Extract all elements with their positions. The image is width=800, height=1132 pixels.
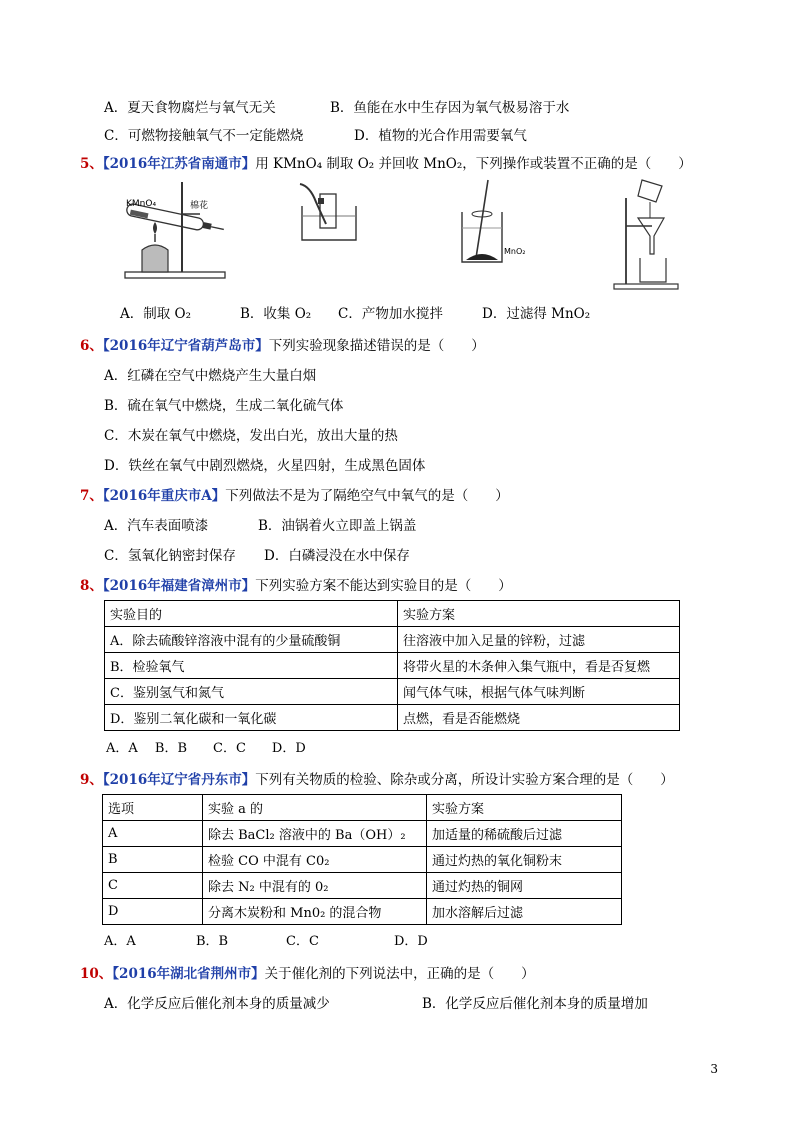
question-number: 6、 [80,338,103,354]
table-row [103,847,622,873]
figure-heating-apparatus [120,178,230,286]
page-number: 3 [710,1062,718,1076]
q7-option-c: C．氢氧化钠密封保存 [104,548,236,564]
question-text: 下列实验现象描述错误的是（ ） [268,338,485,354]
question-text: 下列有关物质的检验、除杂或分离，所设计实验方案合理的是（ ） [255,772,674,788]
q10-option-b: B．化学反应后催化剂本身的质量增加 [422,996,648,1012]
table-header-cell: 选项 [103,795,203,821]
q6-option-a: A．红磷在空气中燃烧产生大量白烟 [104,368,317,384]
table-cell: 分离木炭粉和 Mn0₂ 的混合物 [203,899,427,925]
q9-answer-b: B．B [196,934,229,949]
q8-table [104,600,680,731]
q9-answer-d: D．D [394,934,428,949]
table-row [103,873,622,899]
question-text: 下列实验方案不能达到实验目的是（ ） [255,578,512,594]
figure-gas-collection [296,180,366,246]
table-row [103,899,622,925]
table-cell: B [103,847,203,873]
question-8-stem [80,574,512,594]
table-header-cell: 实验 a 的 [203,795,427,821]
question-text: 关于催化剂的下列说法中，正确的是（ ） [264,966,535,982]
q6-option-b: B．硫在氧气中燃烧，生成二氧化硫气体 [104,398,344,414]
question-source: 【2016年辽宁省丹东市】 [102,772,256,788]
q9-table [102,794,622,925]
q4-option-a: A．夏天食物腐烂与氧气无关 [104,100,276,116]
q5-option-c: C．产物加水搅拌 [338,306,443,322]
question-text: 用 KMnO₄ 制取 O₂ 并回收 MnO₂，下列操作或装置不正确的是（ ） [255,156,692,172]
q9-answer-a: A．A [104,934,136,949]
figure-filtration [612,178,682,294]
table-cell: A [103,821,203,847]
table-cell: 除去 N₂ 中混有的 0₂ [203,873,427,899]
question-number: 10、 [80,966,113,982]
q5-option-a: A．制取 O₂ [120,306,192,322]
table-header-cell: 实验方案 [398,601,680,627]
table-cell: 除去 BaCl₂ 溶液中的 Ba（OH）₂ [203,821,427,847]
question-9-stem [80,768,674,788]
q7-option-d: D．白磷浸没在水中保存 [264,548,410,564]
table-row [103,795,622,821]
q9-answer-c: C．C [286,934,319,949]
question-source: 【2016年湖北省荆州市】 [112,966,265,982]
table-cell: 往溶液中加入足量的锌粉，过滤 [398,627,680,653]
question-10-stem [80,962,535,982]
question-source: 【2016年辽宁省葫芦岛市】 [102,338,269,354]
q6-option-c: C．木炭在氧气中燃烧，发出白光，放出大量的热 [104,428,398,444]
table-row [105,601,680,627]
q7-option-a: A．汽车表面喷漆 [104,518,209,534]
question-number: 9、 [80,772,103,788]
q5-option-d: D．过滤得 MnO₂ [482,306,591,322]
table-cell: 检验 CO 中混有 C0₂ [203,847,427,873]
q7-option-b: B．油锅着火立即盖上锅盖 [258,518,417,534]
q4-option-b: B．鱼能在水中生存因为氧气极易溶于水 [330,100,570,116]
table-row [105,679,680,705]
figure-stirring [452,178,528,266]
table-row [105,653,680,679]
table-cell: 通过灼热的氧化铜粉末 [427,847,622,873]
q4-option-c: C．可燃物接触氧气不一定能燃烧 [104,128,304,144]
question-source: 【2016年福建省漳州市】 [102,578,256,594]
q8-answer-options: A．A B．B C．C D．D [106,741,306,756]
q5-option-b: B．收集 O₂ [240,306,312,322]
table-cell: D．鉴别二氧化碳和一氧化碳 [105,705,398,731]
table-header-cell: 实验方案 [427,795,622,821]
table-cell: 加适量的稀硫酸后过滤 [427,821,622,847]
question-text: 下列做法不是为了隔绝空气中氧气的是（ ） [225,488,509,504]
q6-option-d: D．铁丝在氧气中剧烈燃烧，火星四射，生成黑色固体 [104,458,426,474]
question-source: 【2016年重庆市A】 [102,488,226,504]
q10-option-a: A．化学反应后催化剂本身的质量减少 [104,996,330,1012]
question-number: 7、 [80,488,103,504]
question-5-stem [80,152,692,172]
table-cell: 闻气体气味，根据气体气味判断 [398,679,680,705]
table-cell: 通过灼热的铜网 [427,873,622,899]
question-source: 【2016年江苏省南通市】 [102,156,256,172]
q4-option-d: D．植物的光合作用需要氧气 [354,128,527,144]
table-cell: 点燃，看是否能燃烧 [398,705,680,731]
table-header-cell: 实验目的 [105,601,398,627]
table-row [105,705,680,731]
table-cell: C [103,873,203,899]
table-cell: D [103,899,203,925]
table-row [105,627,680,653]
question-number: 8、 [80,578,103,594]
question-7-stem [80,484,509,504]
label-mno2: MnO₂ [504,247,526,256]
question-6-stem [80,334,485,354]
table-row [103,821,622,847]
table-cell: 加水溶解后过滤 [427,899,622,925]
label-kmno4: KMnO₄ [126,199,157,209]
table-cell: C．鉴别氢气和氮气 [105,679,398,705]
question-number: 5、 [80,156,103,172]
label-cotton: 棉花 [190,201,209,211]
table-cell: A．除去硫酸锌溶液中混有的少量硫酸铜 [105,627,398,653]
table-cell: 将带火星的木条伸入集气瓶中，看是否复燃 [398,653,680,679]
table-cell: B．检验氧气 [105,653,398,679]
